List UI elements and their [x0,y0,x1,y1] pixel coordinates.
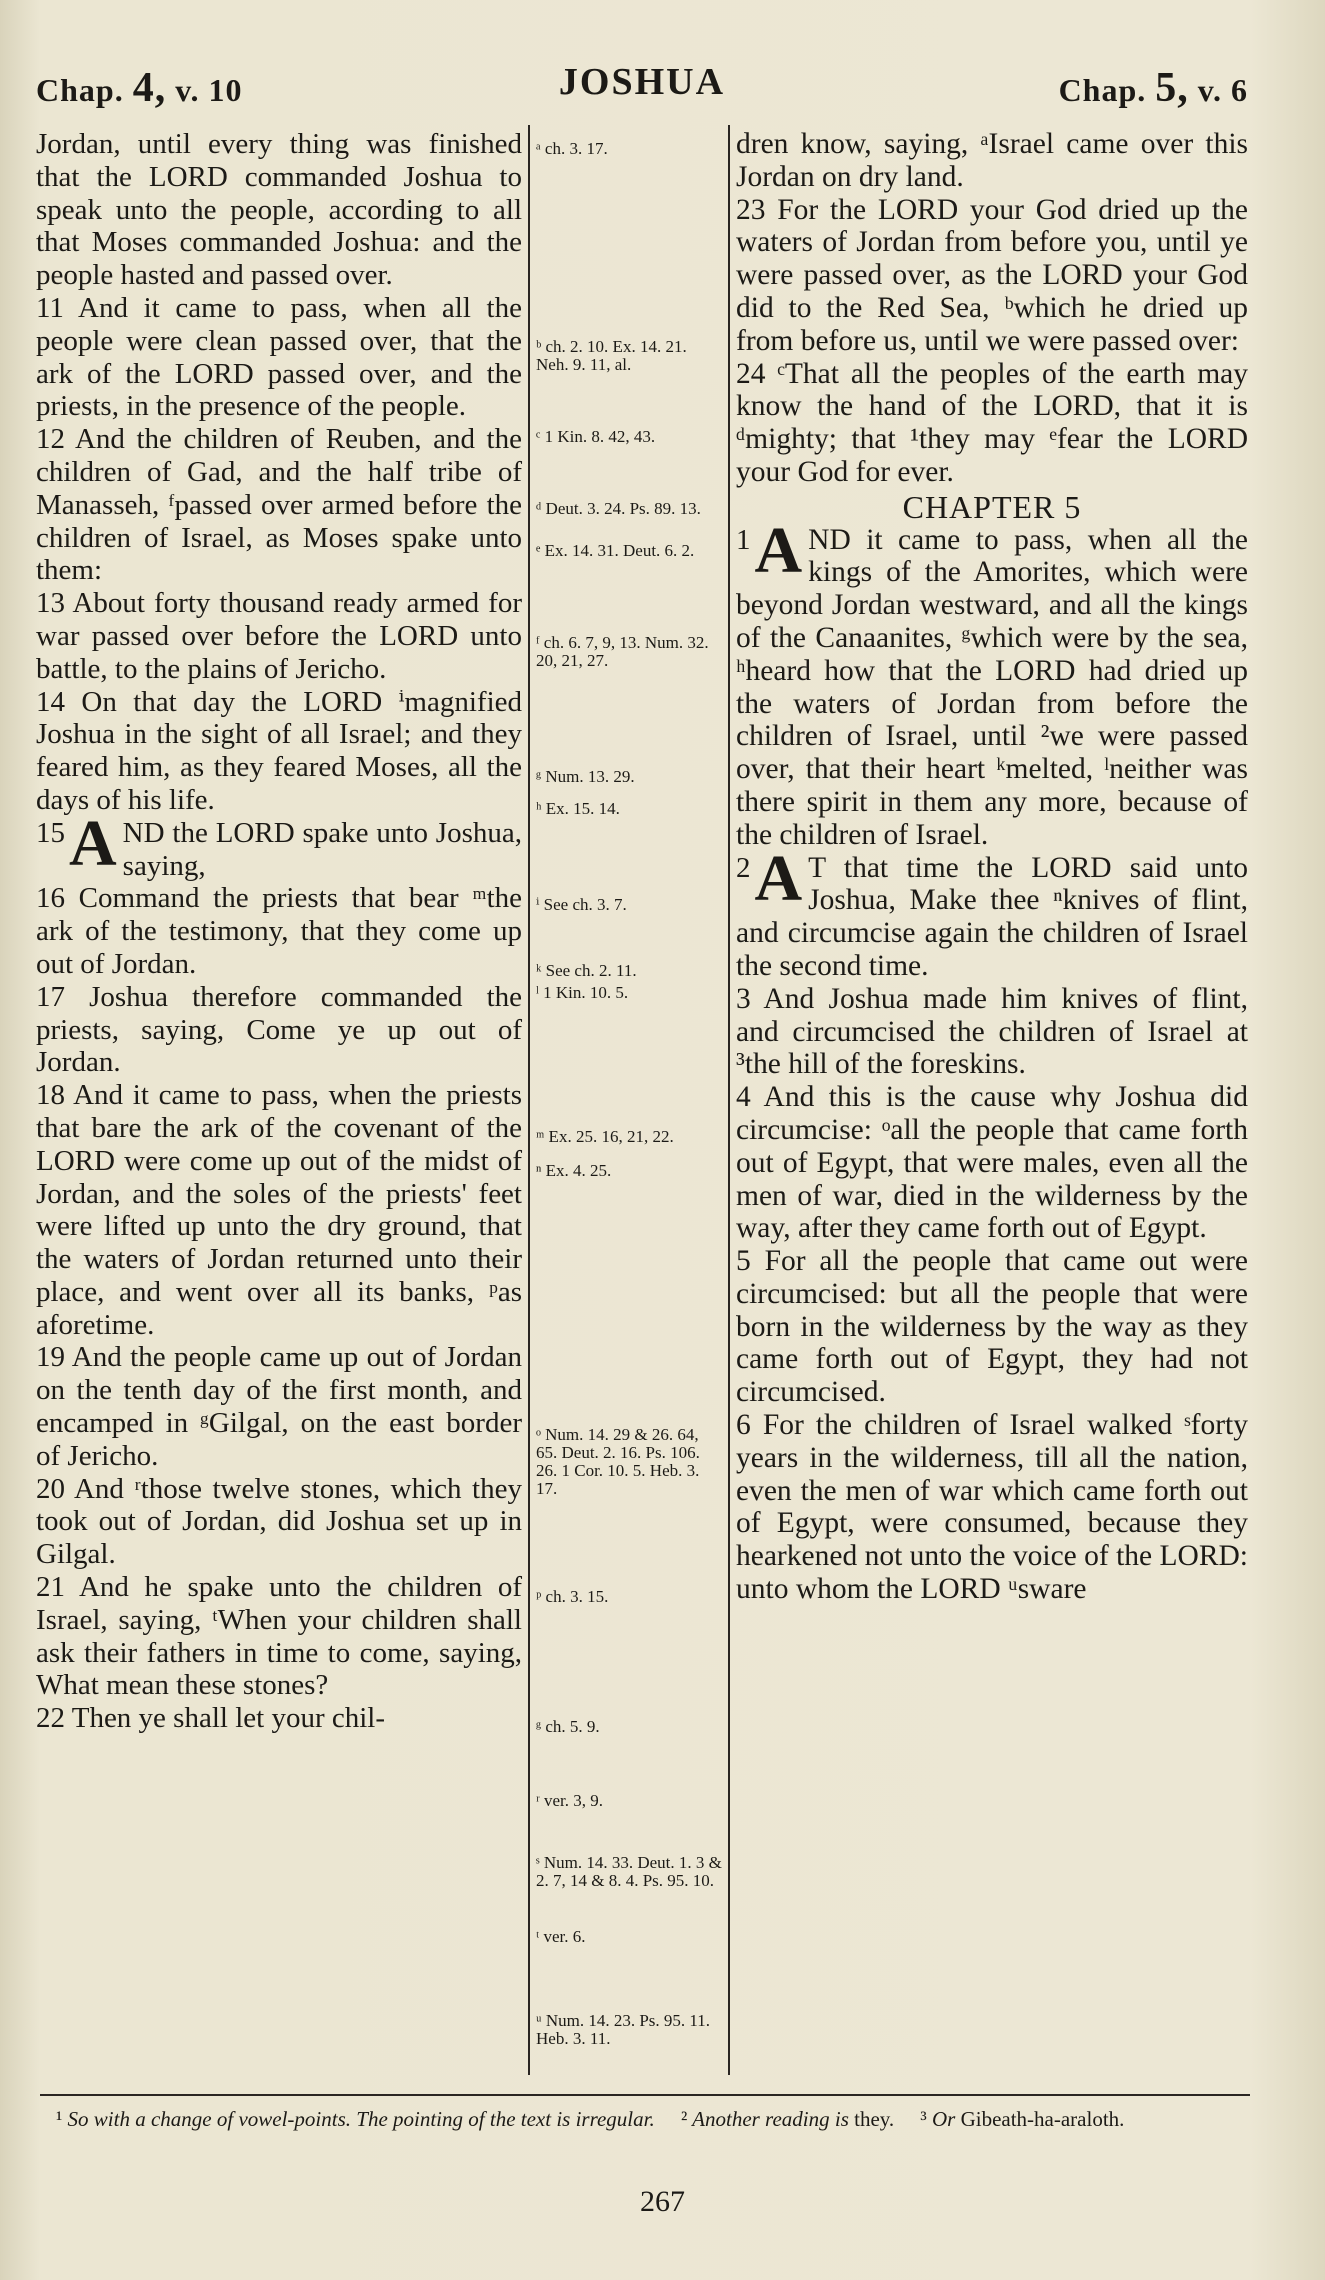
drop-cap-letter: A [754,513,803,587]
reference-s: ˢ Num. 14. 33. Deut. 1. 3 & 2. 7, 14 & 8. 4. Ps. 95. 10. [536,1853,722,1890]
verse-number-2: 2 [736,851,751,884]
reference-i: ⁱ See ch. 3. 7. [536,895,627,914]
verse-text: Jordan, until every thing was finished that the LORD commanded Joshua to speak unto the people, according to all that Moses commanded Joshua: and the people hasted and passed over. [36,128,522,292]
page-number: 267 [640,2185,685,2218]
verse-13: 13 About forty thousand ready armed for war passed over before the LORD unto battle, to the plains of Jericho. [36,587,522,685]
verse-11: 11 And it came to pass, when all the people were clean passed over, that the ark of the LORD passed over, and the priests, in the presence of the people. [36,291,522,423]
footnote-3-text: Gibeath-ha-araloth. [960,2107,1125,2131]
verse-17: 17 Joshua therefore commanded the priests, saying, Come ye up out of Jordan. [36,980,522,1079]
drop-cap-letter: A [69,806,117,880]
reference-d: ᵈ Deut. 3. 24. Ps. 89. 13. [536,499,701,518]
verse-5-3: 3 And Joshua made him knives of flint, and circumcised the children of Israel at ³the hill of the foreskins. [736,982,1248,1081]
column-divider-left [528,125,530,2075]
reference-e: ᵉ Ex. 14. 31. Deut. 6. 2. [536,541,695,560]
reference-r: ʳ ver. 3, 9. [536,1791,603,1810]
column-divider-right [728,125,730,2075]
verse-18: 18 And it came to pass, when the priests that bare the ark of the covenant of the LORD were come up out of the midst of Jordan, and the soles of the priests' feet were lifted up unto the dry ground, that the waters of Jordan returned unto their place, and went over all its banks, ᵖas aforetime. [36,1079,522,1341]
header-left-prefix: Chap. [36,72,124,108]
verse-5-5: 5 For all the people that came out were circumcised: but all the people that were born in the wilderness by the way as they came forth out of Egypt, they had not circumcised. [736,1245,1248,1409]
running-header [36,58,1248,111]
verse-16: 16 Command the priests that bear ᵐthe ark of the testimony, that they come up out of Jordan. [36,882,522,980]
footnote-3-marker: ³ [920,2107,927,2131]
header-left-chapter: 4, [132,65,167,111]
verse-21: 21 And he spake unto the children of Israel, saying, ᵗWhen your children shall ask their fathers in time to come, saying, What mean these stones? [36,1571,522,1702]
reference-b: ᵇ ch. 2. 10. Ex. 14. 21. Neh. 9. 11, al. [536,337,687,374]
verse-5-4: 4 And this is the cause why Joshua did circumcise: ᵒall the people that came forth out of Egypt, that were males, even all the men of war, died in the wilderness by the way, after they came forth out of Egypt. [736,1081,1248,1245]
header-right-chapter: 5, [1155,65,1189,111]
verse-12: 12 And the children of Reuben, and the children of Gad, and the half tribe of Manasseh, ᶠpassed over armed before the children of Israel, as Moses spake unto them: [36,423,522,587]
verse-5-2-text: T that time the LORD said unto Joshua, Make thee ⁿknives of flint, and circumcise again the children of Israel the second time. [736,851,1248,982]
reference-f: ᶠ ch. 6. 7, 9, 13. Num. 32. 20, 21, 27. [536,633,709,670]
verse-15-text: ND the LORD spake unto Joshua, saying, [122,816,522,882]
text-column-left [36,128,522,1735]
reference-u: ᵘ Num. 14. 23. Ps. 95. 11. Heb. 3. 11. [536,2011,711,2048]
verse-22: 22 Then ye shall let your chil- [36,1702,385,1735]
reference-p: ᵖ ch. 3. 15. [536,1587,609,1606]
text-column-right [736,128,1248,1606]
reference-t: ᵗ ver. 6. [536,1927,586,1946]
header-chapter-right [1059,64,1248,112]
reference-n: ⁿ Ex. 4. 25. [536,1161,612,1180]
verse-15 [36,806,522,883]
verse-23: 23 For the LORD your God dried up the waters of Jordan from before you, until ye were passed over, as the LORD your God did to the Red Sea, ᵇwhich he dried up from before us, until we were passed over: [736,193,1248,357]
footnote-2-word: they. [854,2107,895,2131]
reference-o: ᵒ Num. 14. 29 & 26. 64, 65. Deut. 2. 16. Ps. 106. 26. 1 Cor. 10. 5. Heb. 3. 17. [536,1425,700,1498]
verse-5-6: 6 For the children of Israel walked ˢforty years in the wilderness, till all the nation, even the men of war which came forth out of Egypt, were consumed, because they hearkened not unto the voice of the LORD: unto whom the LORD ᵘsware [736,1409,1249,1606]
reference-q: ᵍ ch. 5. 9. [536,1717,600,1736]
footnote-1-marker: ¹ [56,2107,63,2131]
verse-5-2 [736,841,1248,983]
reference-g: ᵍ Num. 13. 29. [536,767,635,786]
drop-cap-letter: A [754,841,803,915]
chapter-heading: CHAPTER 5 [902,488,1082,525]
book-title: JOSHUA [558,61,726,103]
reference-a: ᵃ ch. 3. 17. [536,139,608,158]
verse-19: 19 And the people came up out of Jordan on the tenth day of the first month, and encamped in ᵍGilgal, on the east border of Jericho. [36,1341,522,1472]
footnote-2-text: Another reading is [692,2107,849,2131]
verse-24: 24 ᶜThat all the peoples of the earth may know the hand of the LORD, that it is ᵈmighty; that ¹they may ᵉfear the LORD your God for ever. [736,357,1248,488]
reference-k: ᵏ See ch. 2. 11. [536,961,637,980]
reference-h: ʰ Ex. 15. 14. [536,799,620,818]
verse-14: 14 On that day the LORD ⁱmagnified Joshua in the sight of all Israel; and they feared him, as they feared Moses, all the days of his life. [36,685,522,816]
footnote-3-or: Or [931,2107,956,2131]
verse-continued: dren know, saying, ᵃIsrael came over this Jordan on dry land. [736,128,1248,193]
verse-20: 20 And ʳthose twelve stones, which they took out of Jordan, did Joshua set up in Gilgal. [36,1472,522,1571]
header-left-verse: v. 10 [175,72,243,108]
verse-5-1 [736,513,1248,852]
verse-5-1-text: ND it came to pass, when all the kings of the Amorites, which were beyond Jordan westward, and all the kings of the Canaanites, ᵍwhich were by the sea, ʰheard how that the LORD had dried up the waters of Jordan from before the children of Israel, until ²we were passed over, that their heart ᵏmelted, ˡneither was there spirit in them any more, because of the children of Israel. [736,523,1248,851]
header-right-verse: v. 6 [1197,72,1248,108]
reference-l: ˡ 1 Kin. 10. 5. [536,983,629,1002]
reference-c: ᶜ 1 Kin. 8. 42, 43. [536,427,656,446]
footnote-rule [40,2094,1250,2096]
reference-m: ᵐ Ex. 25. 16, 21, 22. [536,1127,674,1146]
verse-number-1: 1 [736,523,751,556]
verse-number-15: 15 [36,816,65,849]
footnotes [56,2104,1248,2134]
header-right-prefix: Chap. [1058,72,1147,108]
footnote-1-text: So with a change of vowel-points. The pointing of the text is irregular. [67,2107,655,2131]
footnote-2-marker: ² [680,2107,688,2131]
